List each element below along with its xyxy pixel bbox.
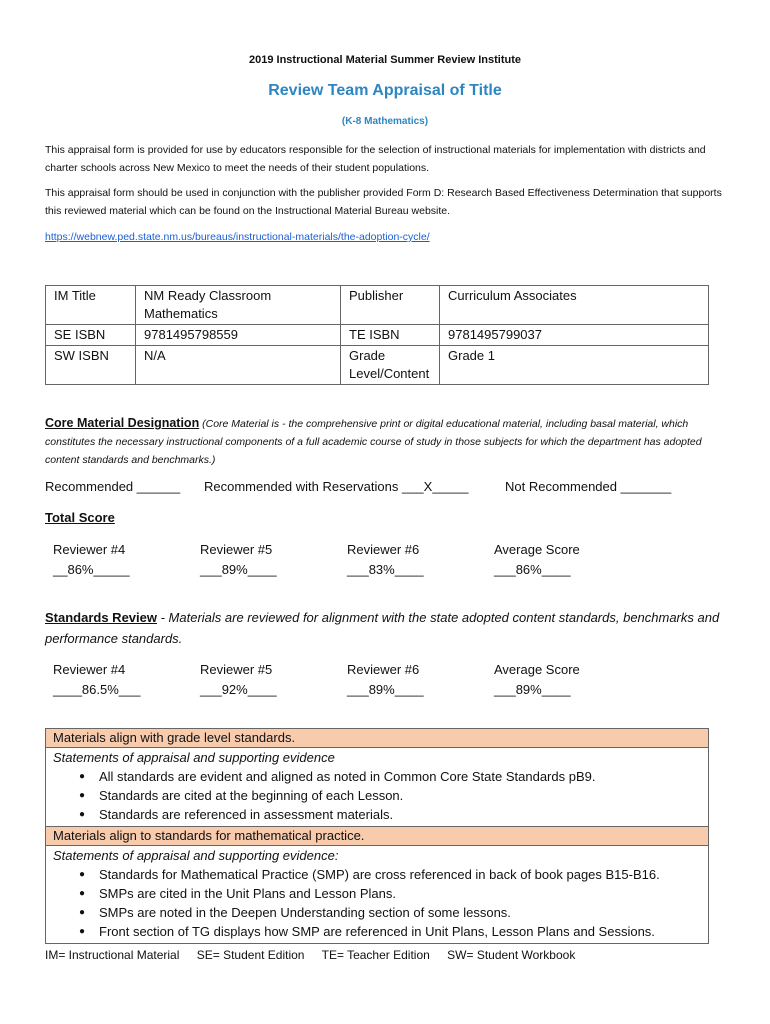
table-cell: 9781495798559	[136, 325, 341, 346]
evidence-table	[45, 728, 709, 944]
standards-reviewer-4	[53, 660, 140, 700]
list-item: ● Standards are referenced in assessment materials.	[99, 805, 701, 824]
page-subtitle: (K-8 Mathematics)	[341, 116, 429, 127]
total-score-reviewer-6	[347, 540, 424, 580]
reviewer-label: Reviewer #4	[53, 662, 126, 677]
table-cell: TE ISBN	[341, 325, 440, 346]
institute-heading: 2019 Instructional Material Summer Review Institute	[248, 54, 522, 66]
standards-average	[494, 660, 580, 700]
table-cell: Publisher	[341, 286, 440, 325]
footer-te: TE= Teacher Edition	[321, 948, 430, 962]
total-score-reviewer-4	[53, 540, 130, 580]
reviewer-label: Reviewer #6	[347, 542, 420, 557]
evidence-statement-label: Statements of appraisal and supporting evidence	[53, 750, 335, 765]
list-item: ● Standards for Mathematical Practice (SMP) are cross referenced in back of book pages B15-B16.	[99, 865, 701, 884]
table-cell: Curriculum Associates	[440, 286, 709, 325]
list-item: ● SMPs are cited in the Unit Plans and Lesson Plans.	[99, 884, 701, 903]
evidence-section-header: Materials align with grade level standards.	[46, 729, 708, 748]
reviewer-score: ___89%____	[200, 562, 277, 577]
abbreviation-footer	[45, 948, 589, 962]
designation-text: (Core Material is - the comprehensive print or digital educational material, including basal material, which constitutes the necessary instructional components of a full academic course of study in those subjects for which the department has adopted content standards and benchmarks.)	[45, 418, 702, 466]
total-score-heading: Total Score	[45, 510, 115, 525]
table-cell: NM Ready Classroom Mathematics	[136, 286, 341, 325]
evidence-bullet-list	[53, 767, 701, 824]
total-score-average	[494, 540, 580, 580]
reviewer-label: Reviewer #5	[200, 542, 273, 557]
total-score-reviewer-5	[200, 540, 277, 580]
standards-review-text: - Materials are reviewed for alignment with the state adopted content standards, benchmarks and performance standards.	[45, 610, 720, 646]
standards-review-heading: Standards Review	[45, 610, 157, 625]
not-recommended-option: Not Recommended _______	[505, 479, 672, 494]
table-row	[46, 286, 709, 325]
table-row	[46, 325, 709, 346]
evidence-bullet-list	[53, 865, 701, 941]
table-cell: N/A	[136, 346, 341, 385]
table-cell: SW ISBN	[46, 346, 136, 385]
footer-se: SE= Student Edition	[196, 948, 305, 962]
reviewer-score: __86%_____	[53, 562, 130, 577]
table-cell: Grade Level/Content	[341, 346, 440, 385]
designation-label: Core Material Designation	[45, 416, 200, 430]
reviewer-score: ___92%____	[200, 682, 277, 697]
footer-sw: SW= Student Workbook	[447, 948, 576, 962]
evidence-section-header: Materials align to standards for mathematical practice.	[46, 827, 708, 846]
reviewer-score: ____86.5%___	[53, 682, 141, 697]
reviewer-label: Average Score	[494, 542, 580, 557]
table-cell: 9781495799037	[440, 325, 709, 346]
recommended-with-reservations-option: Recommended with Reservations ___X_____	[204, 479, 469, 494]
table-cell: SE ISBN	[46, 325, 136, 346]
reviewer-label: Reviewer #4	[53, 542, 126, 557]
title-info-table	[45, 285, 709, 385]
core-material-designation	[45, 414, 725, 469]
reviewer-score: ___83%____	[347, 562, 424, 577]
list-item: ● SMPs are noted in the Deepen Understanding section of some lessons.	[99, 903, 701, 922]
evidence-section-body	[46, 846, 708, 943]
standards-reviewer-6	[347, 660, 424, 700]
intro-paragraph-1: This appraisal form is provided for use by educators responsible for the selection of instructional materials for implementation with districts and charter schools across New Mexico to meet the needs of their student populations.	[45, 144, 706, 174]
adoption-cycle-link[interactable]: https://webnew.ped.state.nm.us/bureaus/instructional-materials/the-adoption-cycle/	[45, 231, 430, 243]
standards-reviewer-5	[200, 660, 277, 700]
evidence-section-body	[46, 748, 708, 827]
reviewer-label: Reviewer #5	[200, 662, 273, 677]
reviewer-score: ___86%____	[494, 562, 571, 577]
page-title: Review Team Appraisal of Title	[268, 82, 502, 99]
reviewer-label: Reviewer #6	[347, 662, 420, 677]
recommended-option: Recommended ______	[45, 479, 181, 494]
list-item: ● Standards are cited at the beginning of each Lesson.	[99, 786, 701, 805]
reviewer-label: Average Score	[494, 662, 580, 677]
intro-paragraph-2: This appraisal form should be used in conjunction with the publisher provided Form D: Research Based Effectiveness Determination that supports this reviewed material which can be found on the Instructional Material Bureau website.	[45, 187, 722, 217]
table-row	[46, 346, 709, 385]
list-item: ● All standards are evident and aligned as noted in Common Core State Standards pB9.	[99, 767, 701, 786]
footer-im: IM= Instructional Material	[45, 948, 180, 962]
evidence-statement-label: Statements of appraisal and supporting evidence:	[53, 848, 339, 863]
standards-review-intro	[45, 607, 725, 649]
table-cell: Grade 1	[440, 346, 709, 385]
reviewer-score: ___89%____	[347, 682, 424, 697]
reviewer-score: ___89%____	[494, 682, 571, 697]
list-item: ● Front section of TG displays how SMP are referenced in Unit Plans, Lesson Plans and Sessions.	[99, 922, 701, 941]
table-cell: IM Title	[46, 286, 136, 325]
